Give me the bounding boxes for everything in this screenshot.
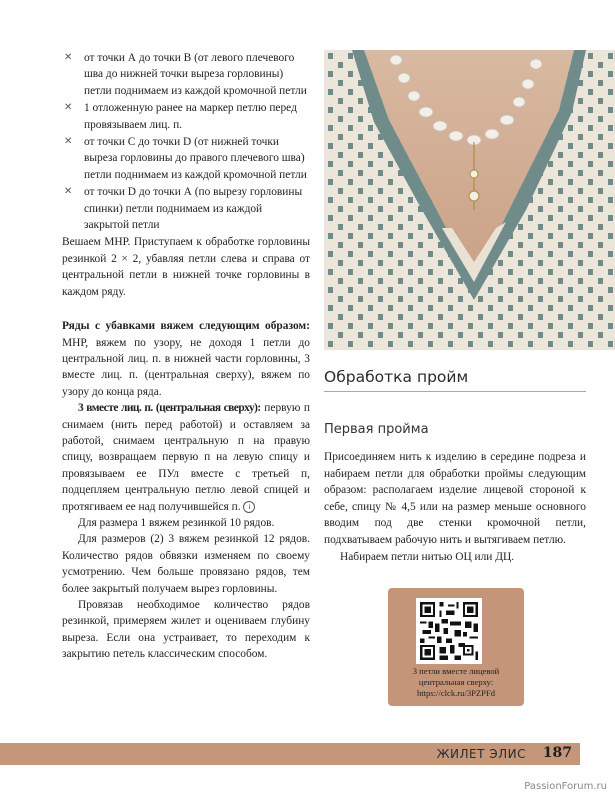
three-together-paragraph: 3 вместе лиц. п. (центральная сверху): первую п снимаем (нить перед работой) и оставляем за работой, снимаем центральную п на правую спицу, возвращаем первую п на левую спицу и провязываем ее ПУл вместе с третьей п, подцепляем центральную петлю левой спицей и протягиваем ее над получившейся п. i bbox=[62, 402, 310, 513]
cross-bullet-icon: ✕ bbox=[64, 186, 73, 198]
qr-code[interactable] bbox=[416, 598, 482, 664]
closing-paragraph: Провязав необходимое количество рядов резинкой, примеряем жилет и оцениваем глубину выреза. Если она устраивает, то переходим к закрытию петель классическим способом. bbox=[62, 599, 310, 661]
section-heading: Обработка пройм bbox=[324, 368, 586, 392]
list-item: ✕ от точки А до точки В (от левого плечевого шва до нижней точки выреза горловины) петли поднимаем из каждой кромочной петли bbox=[64, 52, 307, 97]
right-column bbox=[324, 362, 586, 565]
decrease-rows-heading: Ряды с убавками вяжем следующим образом: bbox=[62, 320, 310, 333]
qr-card bbox=[388, 588, 524, 706]
size-2-paragraph: Для размеров (2) 3 вяжем резинкой 12 рядов. Количество рядов обвязки изменяем по своему усмотрению. Чем больше провязано рядов, тем более закрытый получаем вырез горловины. bbox=[62, 533, 310, 595]
cross-bullet-icon: ✕ bbox=[64, 136, 73, 148]
size-1-paragraph: Для размера 1 вяжем резинкой 10 рядов. bbox=[78, 516, 275, 529]
list-item: ✕ 1 отложенную ранее на маркер петлю перед провязываем лиц. п. bbox=[64, 102, 297, 131]
cross-bullet-icon: ✕ bbox=[64, 102, 73, 114]
list-item: ✕ от точки D до точки А (по вырезу горловины спинки) петли поднимаем из каждой закрытой петли bbox=[64, 186, 303, 232]
qr-code-icon bbox=[418, 600, 480, 662]
armhole-paragraph: Присоединяем нить к изделию в середине подреза и набираем петли для обработки проймы следующим образом: располагаем изделие лицевой стороной к себе, спицу № 4,5 или на размер меньше основного вводим под две стенки кромочной петли, подхватываем рабочую нить и вытягиваем петлю. bbox=[324, 451, 586, 546]
running-title: ЖИЛЕТ ЭЛИС bbox=[436, 747, 526, 761]
ribbing-intro-paragraph: Вешаем МНР. Приступаем к обработке горловины резинкой 2 × 2, убавляя петли слева и справа от центральной петли в нижней точке горловины в каждом ряду. bbox=[62, 236, 310, 298]
cross-bullet-icon: ✕ bbox=[64, 52, 73, 63]
subsection-heading: Первая пройма bbox=[324, 422, 429, 437]
yarn-paragraph: Набираем петли нитью ОЦ или ДЦ. bbox=[340, 550, 515, 563]
pickup-steps-list bbox=[62, 50, 310, 233]
left-column bbox=[62, 50, 310, 663]
page-number: 187 bbox=[542, 745, 572, 761]
sweater-neckline-photo bbox=[324, 50, 615, 350]
page-footer bbox=[0, 743, 580, 765]
qr-caption[interactable]: 3 петли вместе лицевой центральная сверху: https://clck.ru/3PZPFd bbox=[412, 666, 500, 698]
three-together-heading: 3 вместе лиц. п. (центральная сверху): bbox=[78, 402, 261, 415]
list-item: ✕ от точки С до точки D (от нижней точки выреза горловины до правого плечевого шва) петли поднимаем из каждой кромочной петли bbox=[64, 136, 307, 181]
knit-vest-illustration bbox=[324, 50, 615, 350]
watermark: PassionForum.ru bbox=[524, 781, 607, 792]
info-icon: i bbox=[243, 501, 255, 513]
decrease-rows-paragraph: Ряды с убавками вяжем следующим образом: МНР, вяжем по узору, не доходя 1 петли до центральной лиц. п. в нижней части горловины, 3 вместе лиц. п. (центральная сверху), вяжем по узору до конца ряда. bbox=[62, 320, 310, 398]
